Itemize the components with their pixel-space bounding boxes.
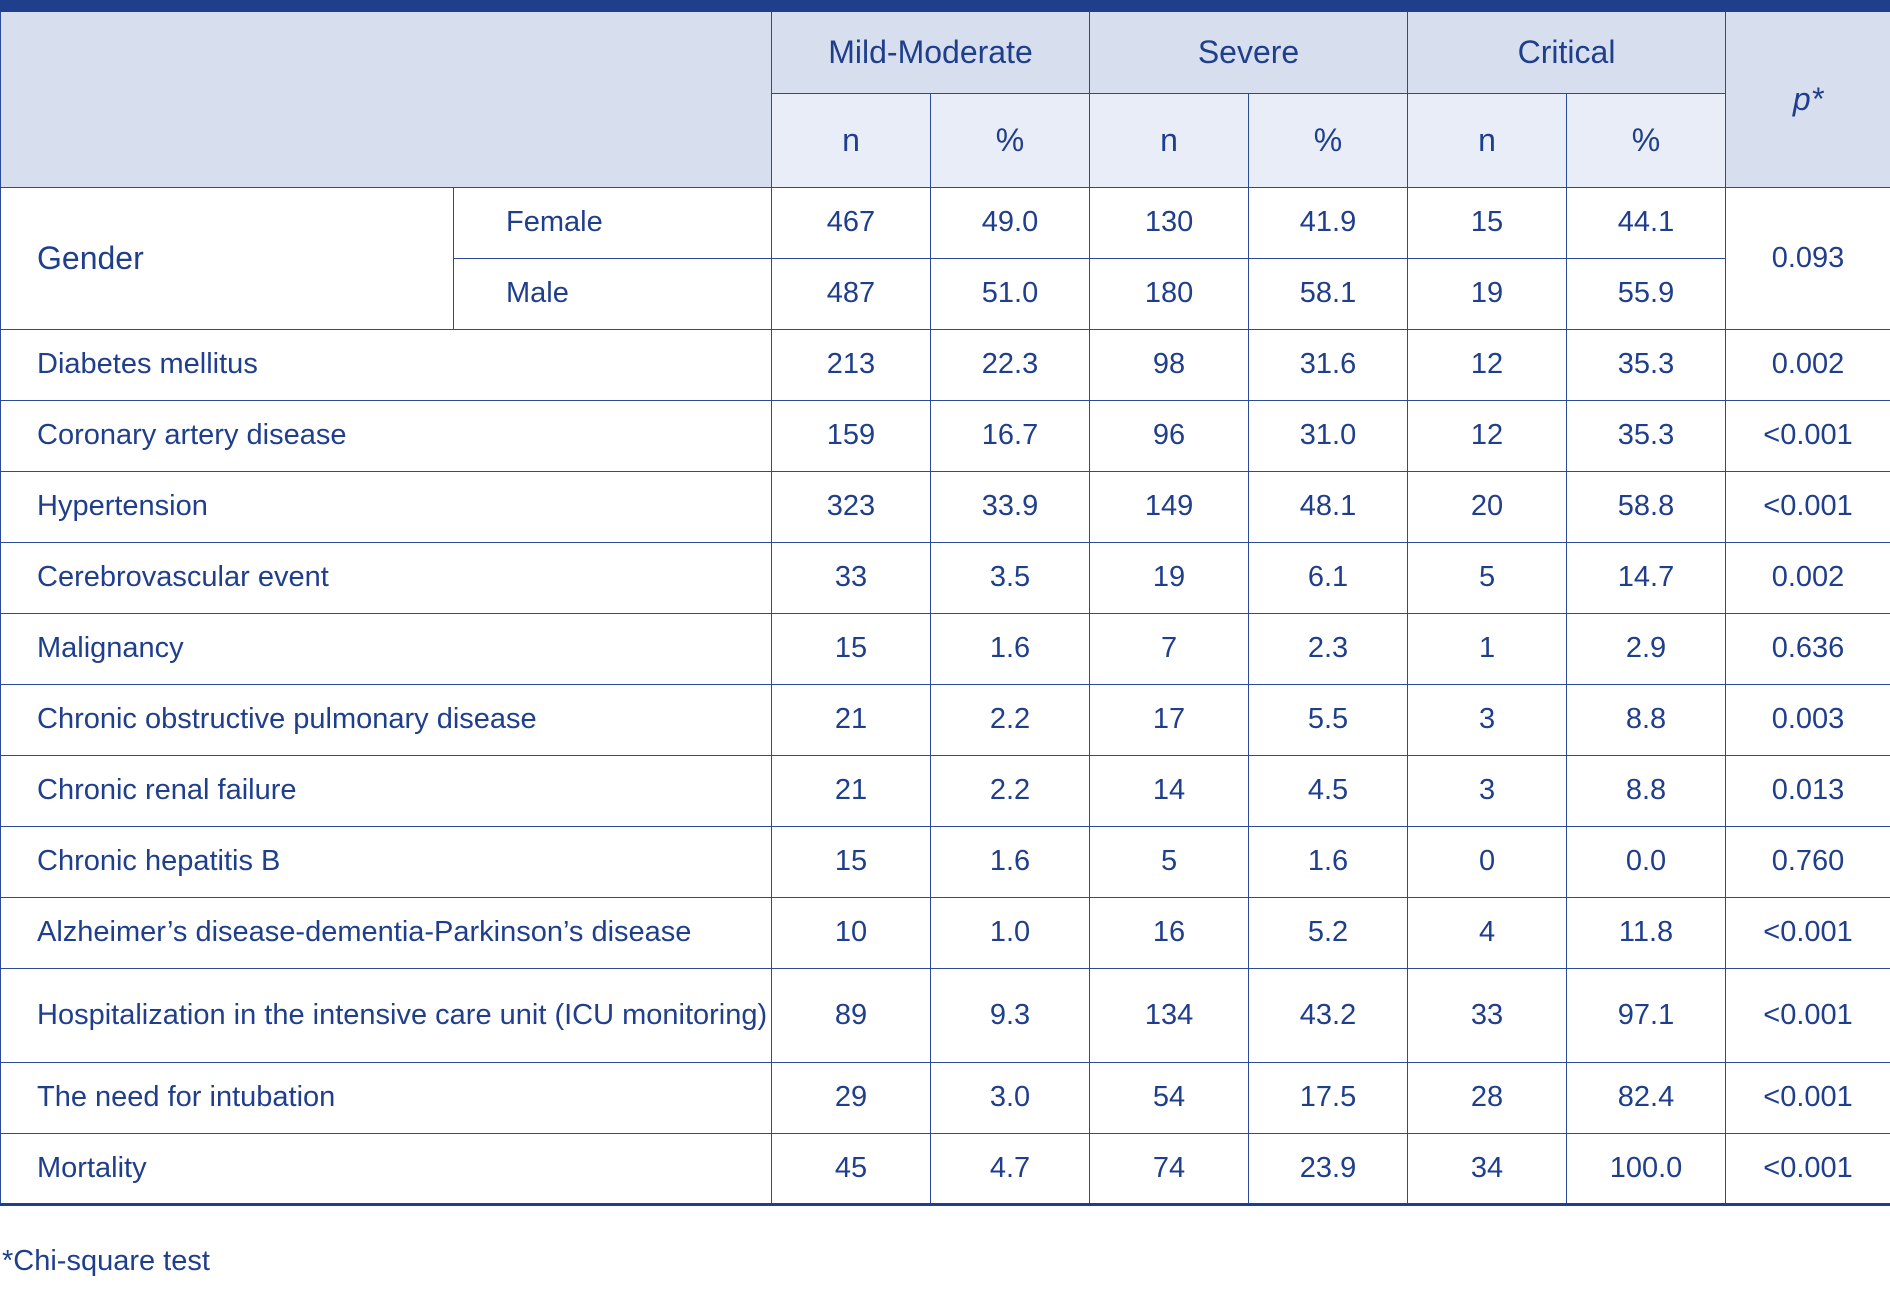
table-cell: 82.4 <box>1567 1062 1726 1133</box>
table-row <box>1 542 1890 613</box>
table-cell: 33 <box>772 542 931 613</box>
row-label: Hospitalization in the intensive care unit (ICU monitoring) <box>1 968 772 1062</box>
table-cell: 2.2 <box>931 755 1090 826</box>
table-cell: 15 <box>772 613 931 684</box>
table-cell: 58.1 <box>1249 258 1408 329</box>
table-row <box>1 755 1890 826</box>
table-cell: 5.2 <box>1249 897 1408 968</box>
table-cell: 1.6 <box>931 613 1090 684</box>
table-cell: 467 <box>772 187 931 258</box>
table-cell: 35.3 <box>1567 400 1726 471</box>
table-cell: 14 <box>1090 755 1249 826</box>
row-label: The need for intubation <box>1 1062 772 1133</box>
table-cell: 8.8 <box>1567 684 1726 755</box>
table-cell: 97.1 <box>1567 968 1726 1062</box>
table-row <box>1 329 1890 400</box>
table-cell: 4.5 <box>1249 755 1408 826</box>
header-corner <box>1 6 772 187</box>
table-cell: 5 <box>1090 826 1249 897</box>
footnote: *Chi-square test <box>2 1245 210 1277</box>
p-value-cell: 0.013 <box>1726 755 1890 826</box>
row-label: Chronic renal failure <box>1 755 772 826</box>
p-value-cell: 0.002 <box>1726 542 1890 613</box>
table-row <box>1 826 1890 897</box>
table-cell: 100.0 <box>1567 1133 1726 1204</box>
row-label: Coronary artery disease <box>1 400 772 471</box>
table-cell: 33 <box>1408 968 1567 1062</box>
table-row <box>1 897 1890 968</box>
p-value-cell: 0.002 <box>1726 329 1890 400</box>
table-cell: 5.5 <box>1249 684 1408 755</box>
row-label: Diabetes mellitus <box>1 329 772 400</box>
table-cell: 33.9 <box>931 471 1090 542</box>
table-cell: 22.3 <box>931 329 1090 400</box>
table-cell: 35.3 <box>1567 329 1726 400</box>
table-cell: 54 <box>1090 1062 1249 1133</box>
p-value-cell: <0.001 <box>1726 400 1890 471</box>
table-cell: 58.8 <box>1567 471 1726 542</box>
table-cell: 41.9 <box>1249 187 1408 258</box>
gender-label: Gender <box>1 187 454 329</box>
table-cell: 31.6 <box>1249 329 1408 400</box>
table-cell: 1.6 <box>1249 826 1408 897</box>
table-row <box>1 1062 1890 1133</box>
table-row <box>1 400 1890 471</box>
table-cell: 48.1 <box>1249 471 1408 542</box>
p-value-cell: <0.001 <box>1726 968 1890 1062</box>
gender-sublabel: Male <box>454 258 772 329</box>
table-cell: 4.7 <box>931 1133 1090 1204</box>
table-row <box>1 613 1890 684</box>
subheader-percent: % <box>931 93 1090 187</box>
p-value-cell: <0.001 <box>1726 1133 1890 1204</box>
table-cell: 3 <box>1408 684 1567 755</box>
table-cell: 3 <box>1408 755 1567 826</box>
header-p-value: p* <box>1726 6 1890 187</box>
table-cell: 1 <box>1408 613 1567 684</box>
table-cell: 14.7 <box>1567 542 1726 613</box>
table-cell: 323 <box>772 471 931 542</box>
row-label: Chronic obstructive pulmonary disease <box>1 684 772 755</box>
table-cell: 213 <box>772 329 931 400</box>
table-cell: 12 <box>1408 329 1567 400</box>
table-cell: 17.5 <box>1249 1062 1408 1133</box>
table-cell: 17 <box>1090 684 1249 755</box>
p-value-cell: <0.001 <box>1726 897 1890 968</box>
p-value-cell: 0.093 <box>1726 187 1890 329</box>
table-cell: 11.8 <box>1567 897 1726 968</box>
row-label: Hypertension <box>1 471 772 542</box>
table-cell: 89 <box>772 968 931 1062</box>
table-cell: 96 <box>1090 400 1249 471</box>
p-value-cell: <0.001 <box>1726 471 1890 542</box>
table-cell: 0 <box>1408 826 1567 897</box>
table-cell: 10 <box>772 897 931 968</box>
gender-sublabel: Female <box>454 187 772 258</box>
p-value-cell: 0.003 <box>1726 684 1890 755</box>
table-cell: 51.0 <box>931 258 1090 329</box>
p-value-cell: 0.760 <box>1726 826 1890 897</box>
table-cell: 2.9 <box>1567 613 1726 684</box>
table-cell: 487 <box>772 258 931 329</box>
table-cell: 6.1 <box>1249 542 1408 613</box>
p-value-cell: 0.636 <box>1726 613 1890 684</box>
header-group-critical: Critical <box>1408 6 1726 93</box>
table-cell: 16.7 <box>931 400 1090 471</box>
table-row <box>1 1133 1890 1204</box>
table-cell: 4 <box>1408 897 1567 968</box>
table-cell: 21 <box>772 684 931 755</box>
table-cell: 149 <box>1090 471 1249 542</box>
table-cell: 20 <box>1408 471 1567 542</box>
table-cell: 34 <box>1408 1133 1567 1204</box>
table-cell: 29 <box>772 1062 931 1133</box>
table-cell: 130 <box>1090 187 1249 258</box>
table-cell: 28 <box>1408 1062 1567 1133</box>
subheader-n: n <box>1408 93 1567 187</box>
table-cell: 3.5 <box>931 542 1090 613</box>
table-cell: 12 <box>1408 400 1567 471</box>
table-cell: 9.3 <box>931 968 1090 1062</box>
table-cell: 0.0 <box>1567 826 1726 897</box>
table-cell: 180 <box>1090 258 1249 329</box>
table-row <box>1 471 1890 542</box>
table-cell: 8.8 <box>1567 755 1726 826</box>
table-cell: 31.0 <box>1249 400 1408 471</box>
table-cell: 43.2 <box>1249 968 1408 1062</box>
table-cell: 159 <box>772 400 931 471</box>
row-label: Chronic hepatitis B <box>1 826 772 897</box>
table-cell: 23.9 <box>1249 1133 1408 1204</box>
table-cell: 19 <box>1408 258 1567 329</box>
table-cell: 16 <box>1090 897 1249 968</box>
table-cell: 74 <box>1090 1133 1249 1204</box>
subheader-n: n <box>772 93 931 187</box>
table-cell: 44.1 <box>1567 187 1726 258</box>
table-cell: 49.0 <box>931 187 1090 258</box>
table-cell: 2.2 <box>931 684 1090 755</box>
table-cell: 5 <box>1408 542 1567 613</box>
table-cell: 15 <box>1408 187 1567 258</box>
table-cell: 45 <box>772 1133 931 1204</box>
row-label: Mortality <box>1 1133 772 1204</box>
table-cell: 15 <box>772 826 931 897</box>
table-row <box>1 968 1890 1062</box>
row-label: Malignancy <box>1 613 772 684</box>
row-label: Alzheimer’s disease-dementia-Parkinson’s disease <box>1 897 772 968</box>
header-group-mild-moderate: Mild-Moderate <box>772 6 1090 93</box>
table-cell: 19 <box>1090 542 1249 613</box>
table-cell: 1.6 <box>931 826 1090 897</box>
table-cell: 2.3 <box>1249 613 1408 684</box>
table-cell: 3.0 <box>931 1062 1090 1133</box>
table-cell: 21 <box>772 755 931 826</box>
subheader-percent: % <box>1567 93 1726 187</box>
table-cell: 134 <box>1090 968 1249 1062</box>
header-group-severe: Severe <box>1090 6 1408 93</box>
table-cell: 7 <box>1090 613 1249 684</box>
row-label: Cerebrovascular event <box>1 542 772 613</box>
subheader-n: n <box>1090 93 1249 187</box>
table-row <box>1 187 1890 258</box>
table-cell: 1.0 <box>931 897 1090 968</box>
subheader-percent: % <box>1249 93 1408 187</box>
table-row <box>1 684 1890 755</box>
table-cell: 98 <box>1090 329 1249 400</box>
p-value-cell: <0.001 <box>1726 1062 1890 1133</box>
table-cell: 55.9 <box>1567 258 1726 329</box>
